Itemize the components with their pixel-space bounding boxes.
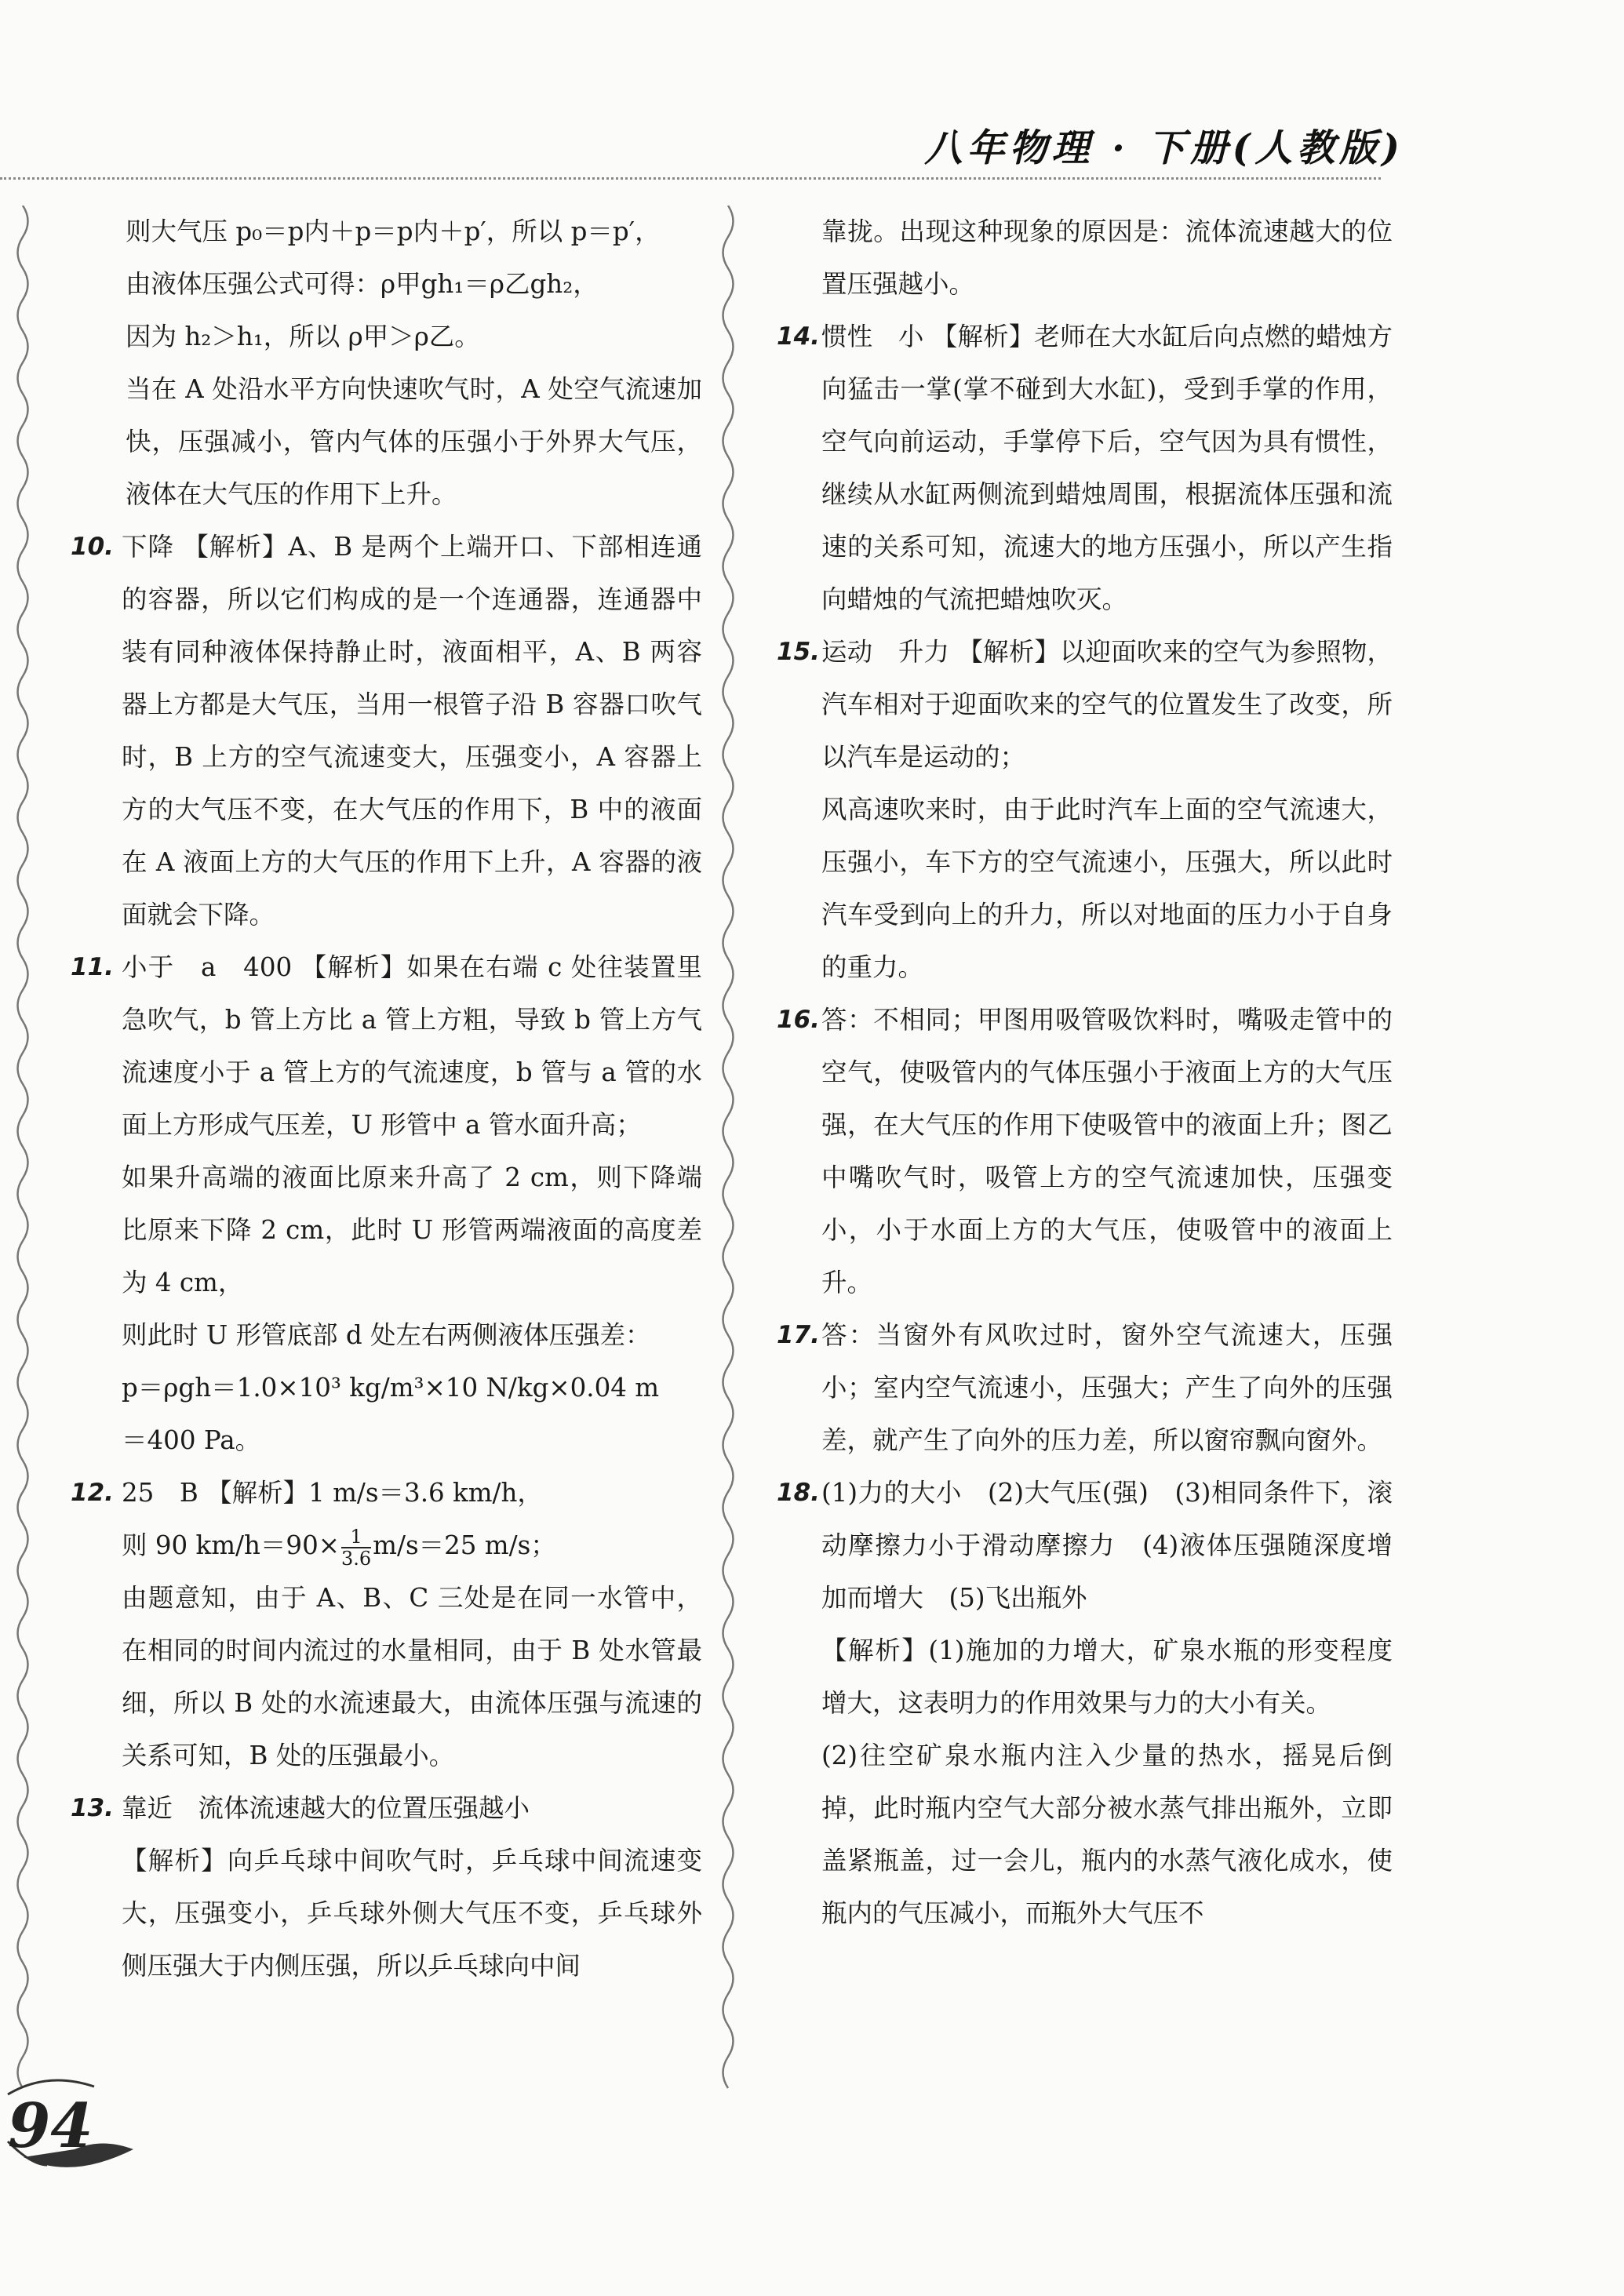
- answer-number: 18.: [777, 1479, 820, 1507]
- answer-16: [777, 994, 1393, 1309]
- answer-11: [71, 941, 702, 1467]
- answer-number: 14.: [777, 322, 820, 351]
- left-column: [71, 206, 702, 1992]
- answer-paragraph: 【解析】(1)施加的力增大，矿泉水瓶的形变程度增大，这表明力的作用效果与力的大小有关。: [821, 1636, 1393, 1718]
- formula-line: p＝ρgh＝1.0×10³ kg/m³×10 N/kg×0.04 m: [122, 1373, 660, 1403]
- center-wavy-divider: [716, 206, 740, 2104]
- intro-line-3: 因为 h₂＞h₁，所以 ρ甲＞ρ乙。: [126, 322, 480, 351]
- answer-18: [777, 1467, 1393, 1940]
- fraction: [341, 1526, 371, 1569]
- answer-number: 13.: [71, 1794, 114, 1822]
- left-wavy-border: [11, 206, 35, 2104]
- formula-line: ＝400 Pa。: [122, 1425, 261, 1455]
- answer-number: 11.: [71, 953, 114, 981]
- answer-10: [71, 521, 702, 941]
- answer-paragraph: 风高速吹来时，由于此时汽车上面的空气流速大，压强小，车下方的空气流速小，压强大，所以此时汽车受到向上的升力，所以对地面的压力小于自身的重力。: [821, 795, 1393, 982]
- intro-line-1: 则大气压 p₀＝p内＋p＝p内＋p′，所以 p＝p′，: [126, 217, 661, 246]
- fraction-numerator: 1: [350, 1525, 362, 1548]
- formula-part: 则 90 km/h＝90×: [122, 1530, 340, 1560]
- page-number: 94: [8, 2090, 93, 2162]
- answer-text: 答：当窗外有风吹过时，窗外空气流速大，压强小；室内空气流速小，压强大；产生了向外的压强差，就产生了向外的压力差，所以窗帘飘向窗外。: [821, 1320, 1393, 1455]
- answer-text: 下降 【解析】A、B 是两个上端开口、下部相连通的容器，所以它们构成的是一个连通器，连通器中装有同种液体保持静止时，液面相平，A、B 两容器上方都是大气压，当用一根管子沿 B 容器口吹气时，B 上方的空气流速变大，压强变小，A 容器上方的大气压不变，在大气压的作用下，B 中的液面在 A 液面上方的大气压的作用下上升，A 容器的液面就会下降。: [122, 532, 702, 930]
- answer-13: [71, 1782, 702, 1992]
- answer-text: 25 B 【解析】1 m/s＝3.6 km/h，: [122, 1478, 543, 1508]
- answer-17: [777, 1309, 1393, 1467]
- answer-paragraph: 【解析】向乒乓球中间吹气时，乒乓球中间流速变大，压强变小，乒乓球外侧大气压不变，乒乓球外侧压强大于内侧压强，所以乒乓球向中间: [122, 1846, 702, 1981]
- continuation-text: 靠拢。出现这种现象的原因是：流体流速越大的位置压强越小。: [821, 217, 1393, 299]
- answer-text: (1)力的大小 (2)大气压(强) (3)相同条件下，滚动摩擦力小于滑动摩擦力 (4)液体压强随深度增加而增大 (5)飞出瓶外: [821, 1478, 1393, 1613]
- answer-paragraph: 由题意知，由于 A、B、C 三处是在同一水管中，在相同的时间内流过的水量相同，由于 B 处水管最细，所以 B 处的水流速最大，由流体压强与流速的关系可知，B 处的压强最小。: [122, 1583, 702, 1770]
- answer-text: 小于 a 400 【解析】如果在右端 c 处往装置里急吹气，b 管上方比 a 管上方粗，导致 b 管上方气流速度小于 a 管上方的气流速度，b 管与 a 管的水面上方形成气压差，U 形管中 a 管水面升高；: [122, 952, 702, 1140]
- intro-line-4: 当在 A 处沿水平方向快速吹气时，A 处空气流速加快，压强减小，管内气体的压强小于外界大气压，液体在大气压的作用下上升。: [126, 374, 702, 509]
- page-header-title: 八年物理 · 下册(人教版): [924, 126, 1404, 170]
- fraction-denominator: 3.6: [341, 1547, 372, 1570]
- answer-number: 17.: [777, 1321, 820, 1349]
- answer-text: 答：不相同；甲图用吸管吸饮料时，嘴吸走管中的空气，使吸管内的气体压强小于液面上方的大气压强，在大气压的作用下使吸管中的液面上升；图乙中嘴吹气时，吸管上方的空气流速加快，压强变小，小于水面上方的大气压，使吸管中的液面上升。: [821, 1005, 1393, 1297]
- answer-number: 15.: [777, 638, 820, 666]
- formula-part: m/s＝25 m/s；: [373, 1530, 556, 1560]
- answer-number: 16.: [777, 1006, 820, 1034]
- answer-12: [71, 1467, 702, 1782]
- answer-paragraph: (2)往空矿泉水瓶内注入少量的热水，摇晃后倒掉，此时瓶内空气大部分被水蒸气排出瓶外，立即盖紧瓶盖，过一会儿，瓶内的水蒸气液化成水，使瓶内的气压减小，而瓶外大气压不: [821, 1741, 1393, 1928]
- answer-text: 运动 升力 【解析】以迎面吹来的空气为参照物，汽车相对于迎面吹来的空气的位置发生了改变，所以汽车是运动的；: [821, 637, 1393, 772]
- formula-line: [122, 1519, 702, 1572]
- answer-14: [777, 311, 1393, 626]
- answer-text: 惯性 小 【解析】老师在大水缸后向点燃的蜡烛方向猛击一掌(掌不碰到大水缸)，受到手掌的作用，空气向前运动，手掌停下后，空气因为具有惯性，继续从水缸两侧流到蜡烛周围，根据流体压强和流速的关系可知，流速大的地方压强小，所以产生指向蜡烛的气流把蜡烛吹灭。: [821, 322, 1393, 614]
- answer-number: 10.: [71, 533, 114, 561]
- answer-text: 靠近 流体流速越大的位置压强越小: [122, 1793, 530, 1823]
- answer-number: 12.: [71, 1479, 114, 1507]
- header-divider: [0, 177, 1381, 180]
- right-column: [777, 206, 1393, 1940]
- intro-line-2: 由液体压强公式可得：ρ甲gh₁＝ρ乙gh₂，: [126, 269, 599, 299]
- answer-paragraph: 如果升高端的液面比原来升高了 2 cm，则下降端比原来下降 2 cm，此时 U 形管两端液面的高度差为 4 cm，: [122, 1163, 702, 1297]
- answer-15: [777, 626, 1393, 994]
- answer-paragraph: 则此时 U 形管底部 d 处左右两侧液体压强差：: [122, 1320, 651, 1350]
